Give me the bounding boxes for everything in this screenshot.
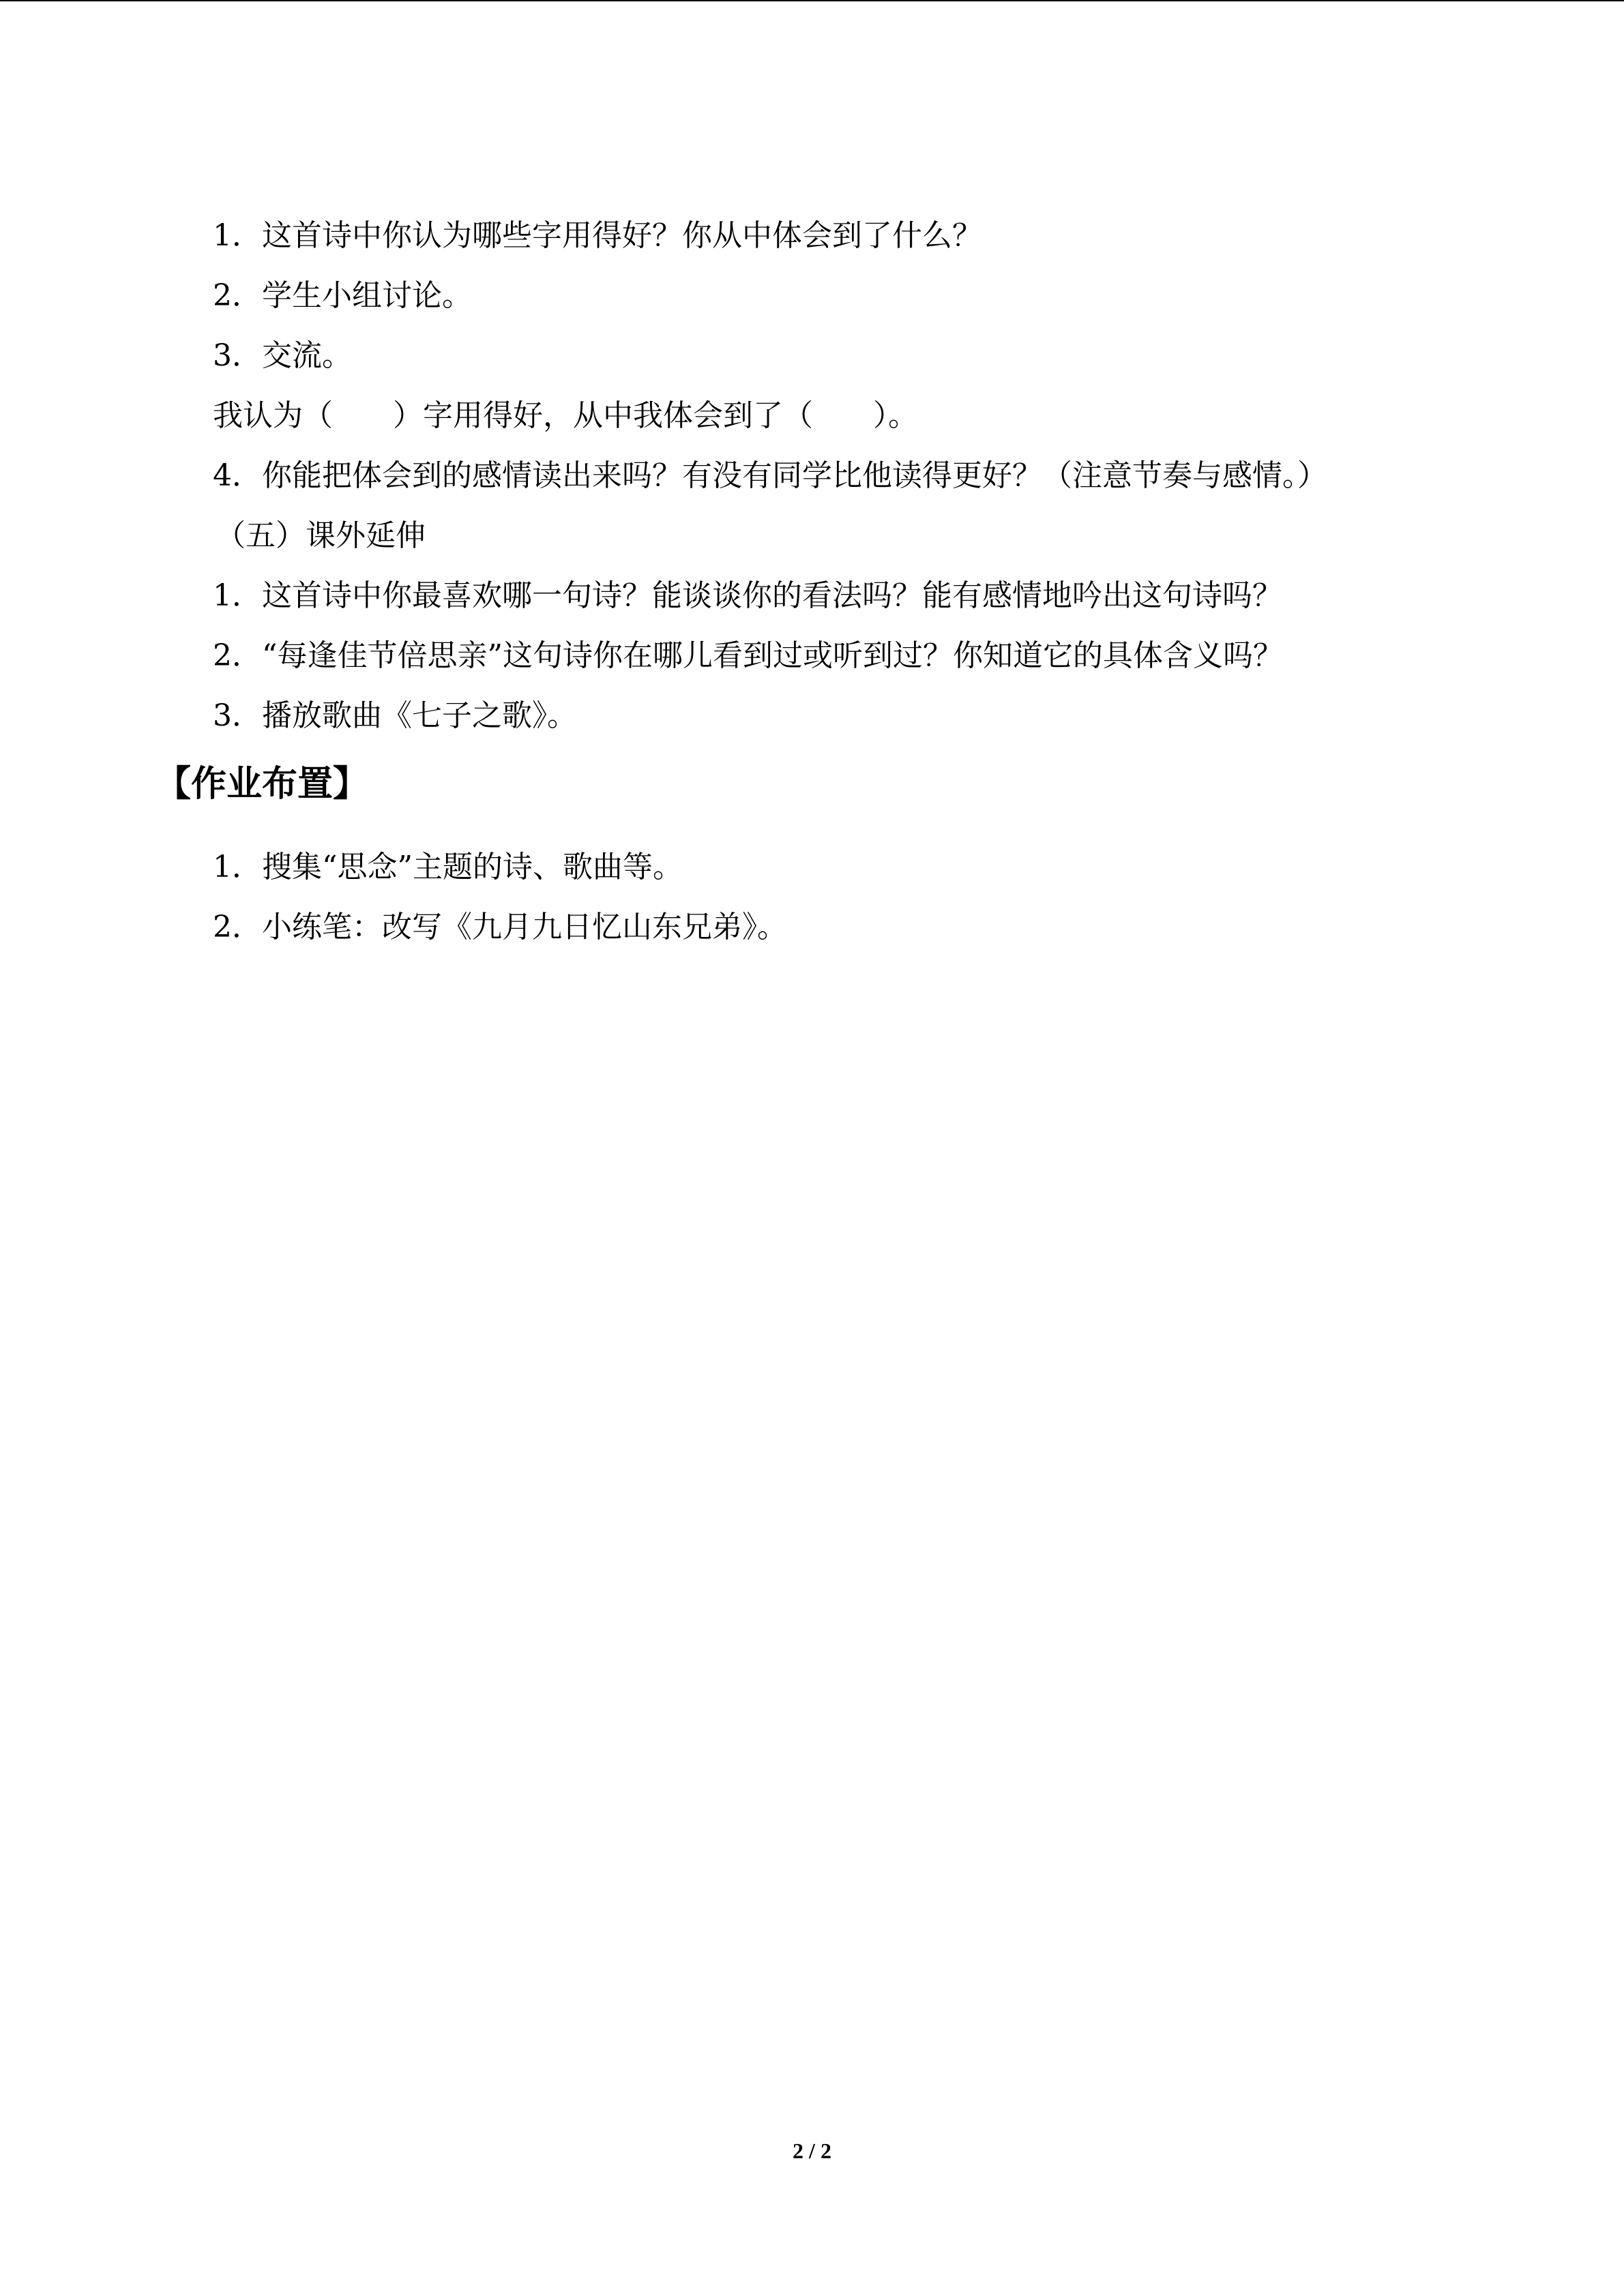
extension-line-1: 1．这首诗中你最喜欢哪一句诗？能谈谈你的看法吗？能有感情地吟出这句诗吗？ [213,578,1282,613]
section-title-extension: （五）课外延伸 [216,518,426,553]
homework-item-2: 2．小练笔：改写《九月九日忆山东兄弟》。 [213,910,787,944]
question-line-2: 2．学生小组讨论。 [213,278,472,313]
extension-line-3: 3．播放歌曲《七子之歌》。 [213,698,577,733]
question-line-3: 3．交流。 [213,338,352,373]
question-line-4: 4．你能把体会到的感情读出来吗？有没有同学比他读得更好？（注意节奏与感情。） [213,458,1327,493]
page-number: 2 / 2 [793,2138,831,2163]
fill-in-sentence: 我认为（ ）字用得好，从中我体会到了（ ）。 [213,398,918,433]
extension-line-2: 2．“每逢佳节倍思亲”这句诗你在哪儿看到过或听到过？你知道它的具体含义吗？ [213,638,1283,673]
homework-heading: 【作业布置】 [156,764,369,805]
homework-item-1: 1．搜集“思念”主题的诗、歌曲等。 [213,850,683,884]
question-line-1: 1．这首诗中你认为哪些字用得好？你从中体会到了什么？ [213,218,982,253]
